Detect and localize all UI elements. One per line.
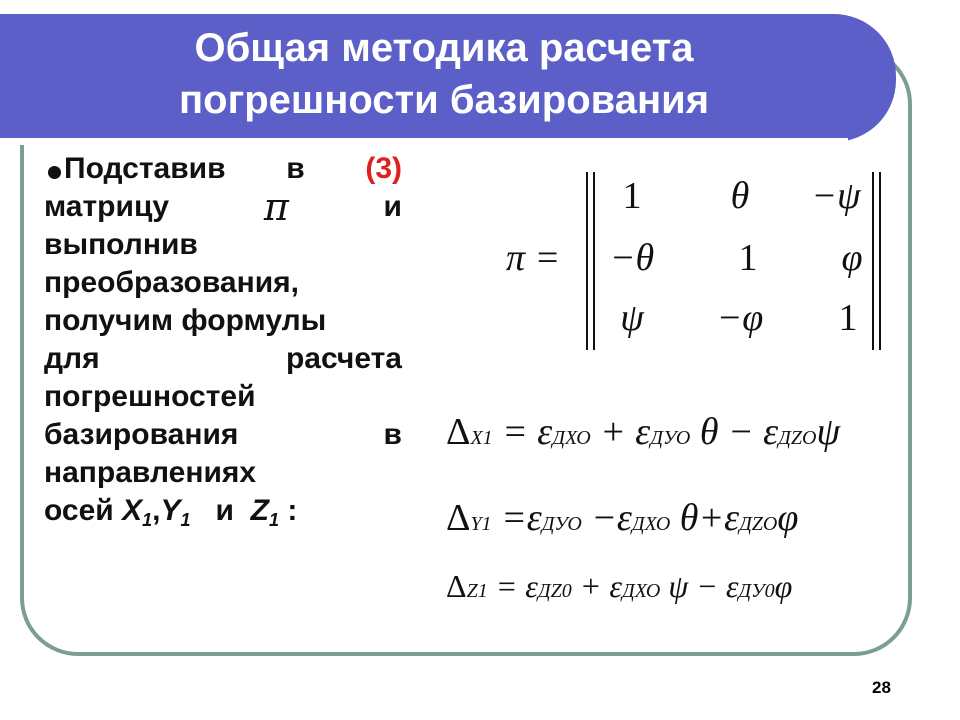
axis-x-label: [122, 492, 152, 530]
delta-symbol: Δ: [446, 568, 467, 604]
axis-y-label: [160, 492, 190, 530]
equation-x1: [446, 410, 840, 454]
term: ψ − ε: [660, 568, 739, 604]
matrix-cell: φ: [841, 237, 863, 279]
subscript: ДУО: [650, 427, 691, 449]
pi-symbol: π: [263, 185, 289, 229]
subscript: ДУ0: [738, 580, 775, 602]
title-line-1: Общая методика расчета: [194, 26, 694, 70]
title-underline: [0, 138, 848, 145]
matrix-cell: −ψ: [811, 175, 861, 217]
matrix-cell: 1: [838, 297, 858, 339]
word: и: [215, 494, 234, 527]
matrix-cell: −θ: [609, 237, 655, 279]
axis-z-label: [251, 492, 279, 530]
text-line: [44, 378, 402, 416]
subscript: ДХО: [621, 580, 661, 602]
term: θ+ε: [670, 497, 740, 539]
word: в: [383, 418, 402, 451]
word: для: [44, 342, 100, 375]
comma: ,: [152, 494, 161, 527]
term: + ε: [590, 411, 651, 453]
word: выполнив: [44, 228, 198, 261]
subscript: ДХО: [631, 513, 671, 535]
delta-symbol: Δ: [446, 497, 471, 539]
colon: :: [287, 494, 298, 527]
term: = ε: [487, 568, 538, 604]
text-line: [44, 416, 402, 454]
text-line: [44, 150, 402, 188]
delta-symbol: Δ: [446, 411, 471, 453]
axis-subscript: 1: [268, 510, 279, 530]
word: расчета: [285, 342, 402, 375]
axis-letter: X: [122, 494, 143, 527]
term: =ε: [491, 497, 542, 539]
subscript: ДZО: [778, 427, 817, 449]
term: ψ: [816, 411, 841, 453]
text-line: [44, 185, 402, 229]
matrix-cell: 1: [622, 175, 642, 217]
word: получим формулы: [44, 304, 327, 337]
subscript: ДZО: [739, 513, 778, 535]
subscript: ДZ0: [537, 580, 572, 602]
matrix-lhs: π =: [506, 237, 561, 279]
word: направлениях: [44, 456, 257, 489]
matrix-cell: θ: [730, 175, 750, 217]
text-line: [44, 340, 402, 378]
text-line: [44, 492, 402, 530]
term: −ε: [581, 497, 632, 539]
term: = ε: [492, 411, 553, 453]
axis-subscript: 1: [142, 510, 153, 530]
axis-subscript: 1: [180, 510, 191, 530]
word: Подставив: [64, 152, 226, 185]
term: + ε: [571, 568, 622, 604]
matrix-cell: 1: [738, 237, 758, 279]
term: θ − ε: [690, 411, 779, 453]
text-line: [44, 454, 402, 492]
word: осей: [44, 494, 114, 527]
text-line: [44, 264, 402, 302]
page-number: 28: [872, 678, 891, 697]
word: преобразования,: [44, 266, 299, 299]
subscript: ДУО: [541, 513, 582, 535]
matrix-cell: ψ: [620, 297, 644, 339]
term: φ: [774, 568, 793, 604]
slide-title: [0, 22, 888, 126]
subscript: X1: [470, 427, 493, 449]
equation-y1: [446, 496, 798, 540]
equation-reference: (3): [365, 152, 402, 185]
subscript: Y1: [470, 513, 492, 535]
term: φ: [777, 497, 799, 539]
axis-letter: Z: [250, 494, 269, 527]
equation-z1: [446, 568, 792, 605]
word: базирования: [44, 418, 239, 451]
subscript: ДХО: [552, 427, 591, 449]
bullet-paragraph: [44, 150, 402, 530]
axis-letter: Y: [160, 494, 181, 527]
text-line: [44, 226, 402, 264]
title-line-2: погрешности базирования: [178, 78, 710, 122]
word: в: [286, 152, 305, 185]
subscript: Z1: [466, 580, 488, 602]
word: матрицу: [44, 190, 170, 223]
text-line: [44, 302, 402, 340]
word: погрешностей: [44, 380, 256, 413]
matrix-cell: −φ: [716, 297, 764, 339]
word: и: [383, 190, 402, 223]
